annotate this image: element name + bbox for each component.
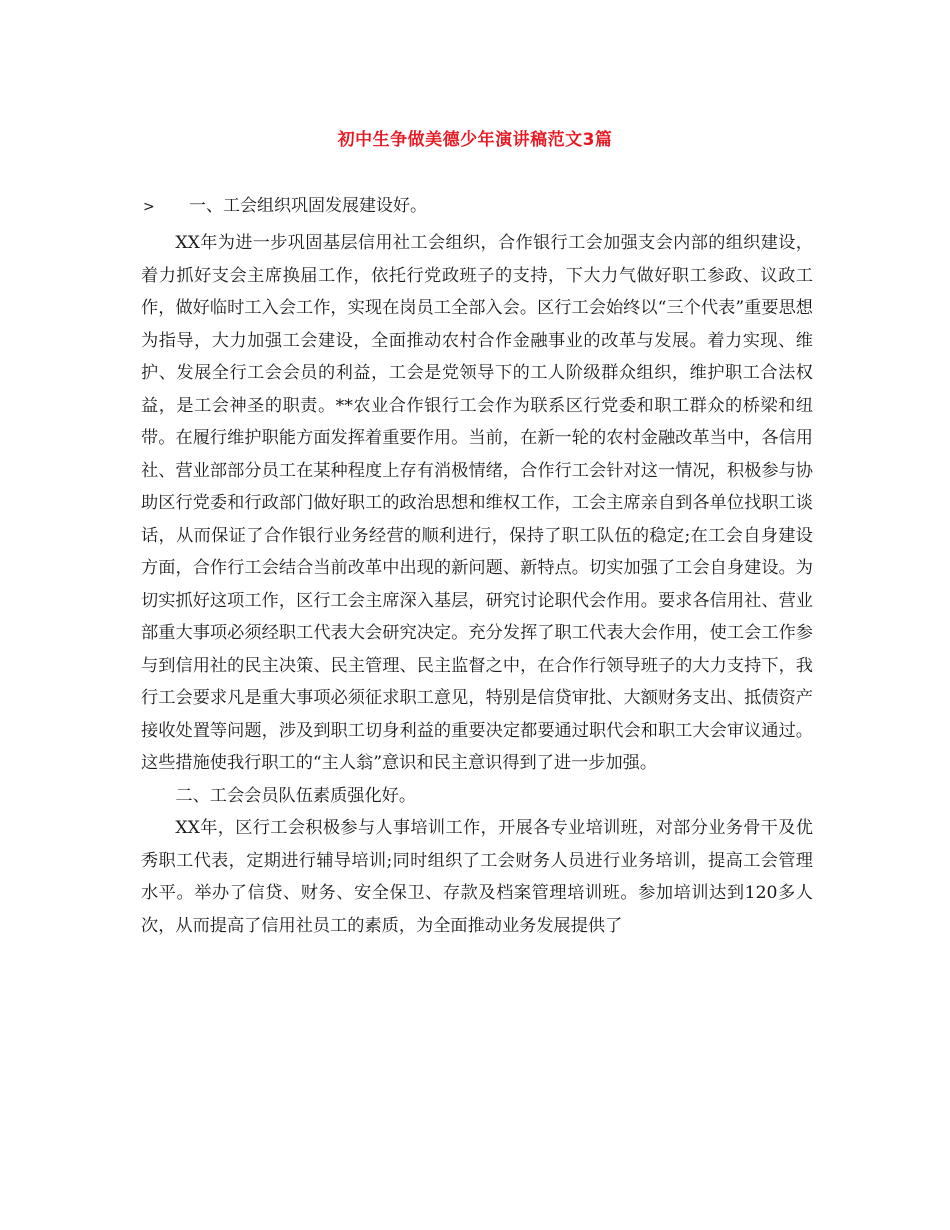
- section-heading-1-line: [143, 195, 427, 218]
- document-body: [141, 227, 813, 942]
- document-title: 初中生争做美德少年演讲稿范文3篇: [337, 130, 613, 150]
- bullet-marker-icon: >: [143, 199, 155, 215]
- paragraph-1: XX年为进一步巩固基层信用社工会组织，合作银行工会加强支会内部的组织建设，着力抓好支会主席换届工作，依托行党政班子的支持，下大力气做好职工参政、议政工作，做好临时工入会工作，实现在岗员工全部入会。区行工会始终以“三个代表”重要思想为指导，大力加强工会建设，全面推动农村合作金融事业的改革与发展。着力实现、维护、发展全行工会会员的利益，工会是党领导下的工人阶级群众组织，维护职工合法权益，是工会神圣的职责。**农业合作银行工会作为联系区行党委和职工群众的桥梁和纽带。在履行维护职能方面发挥着重要作用。当前，在新一轮的农村金融改革当中，各信用社、营业部部分员工在某种程度上存有消极情绪，合作行工会针对这一情况，积极参与协助区行党委和行政部门做好职工的政治思想和维权工作，工会主席亲自到各单位找职工谈话，从而保证了合作银行业务经营的顺利进行，保持了职工队伍的稳定;在工会自身建设方面，合作行工会结合当前改革中出现的新问题、新特点。切实加强了工会自身建设。为切实抓好这项工作，区行工会主席深入基层，研究讨论职代会作用。要求各信用社、营业部重大事项必须经职工代表大会研究决定。充分发挥了职工代表大会作用，使工会工作参与到信用社的民主决策、民主管理、民主监督之中，在合作行领导班子的大力支持下，我行工会要求凡是重大事项必须征求职工意见，特别是信贷审批、大额财务支出、抵债资产接收处置等问题，涉及到职工切身利益的重要决定都要通过职代会和职工大会审议通过。这些措施使我行职工的“主人翁”意识和民主意识得到了进一步加强。: [141, 233, 813, 773]
- section-heading-2: 二、工会会员队伍素质强化好。: [175, 785, 417, 806]
- section-heading-1: 一、工会组织巩固发展建设好。: [189, 196, 427, 216]
- paragraph-2: XX年，区行工会积极参与人事培训工作，开展各专业培训班，对部分业务骨干及优秀职工代表，定期进行辅导培训;同时组织了工会财务人员进行业务培训，提高工会管理水平。举办了信贷、财务、安全保卫、存款及档案管理培训班。参加培训达到120多人次，从而提高了信用社员工的素质，为全面推动业务发展提供了: [141, 818, 813, 936]
